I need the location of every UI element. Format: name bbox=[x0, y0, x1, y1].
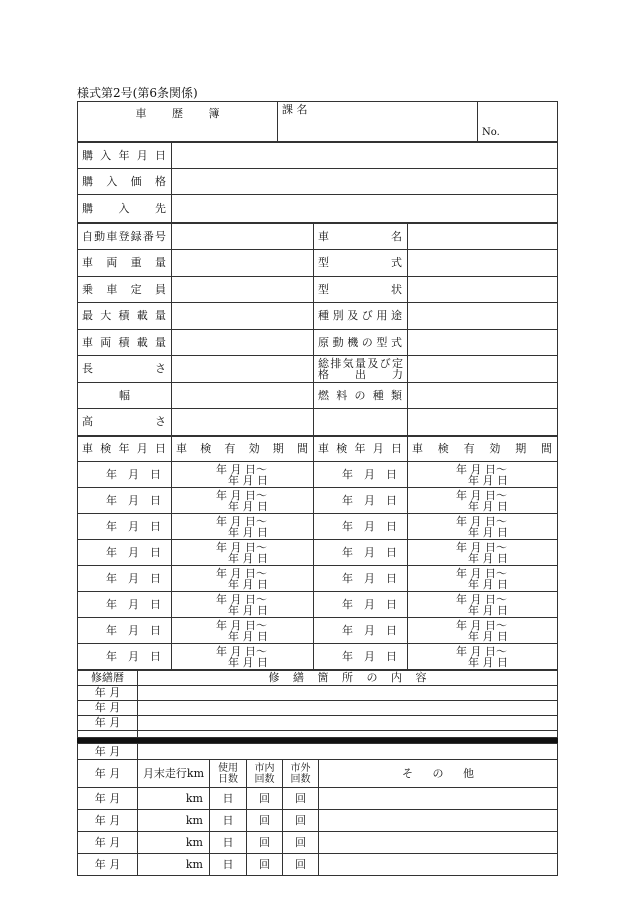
period-end: 年 月 日 bbox=[468, 629, 508, 643]
days-header-line2: 日数 bbox=[218, 773, 238, 785]
spec-label: 車 名 bbox=[314, 224, 408, 250]
inspection-row bbox=[78, 618, 558, 644]
spec-field[interactable] bbox=[408, 356, 558, 383]
inspection-period-cell[interactable] bbox=[172, 514, 314, 540]
inspection-rows bbox=[78, 462, 558, 670]
repair-month-cell bbox=[78, 731, 138, 738]
period-start: 年 月 日〜 bbox=[456, 566, 507, 580]
spec-label-blank bbox=[314, 409, 408, 436]
period-end: 年 月 日 bbox=[468, 499, 508, 513]
repair-month-cell: 年 月 bbox=[78, 701, 138, 716]
period-end: 年 月 日 bbox=[228, 499, 268, 513]
form-title: 車 歴 簿 bbox=[78, 102, 278, 142]
spec-label: 最大積載量 bbox=[78, 303, 172, 330]
repair-history-header: 修繕暦 bbox=[78, 671, 138, 686]
spec-label: 種別及び用途 bbox=[314, 303, 408, 330]
purchase-price-field[interactable] bbox=[172, 169, 558, 195]
inspection-date-cell[interactable]: 年 月 日 bbox=[314, 462, 408, 488]
inspection-row bbox=[78, 462, 558, 488]
distance-cell[interactable]: km bbox=[138, 854, 210, 876]
city-count-cell[interactable]: 回 bbox=[247, 854, 283, 876]
repair-content-field[interactable] bbox=[138, 686, 558, 701]
inspection-period-cell[interactable] bbox=[408, 592, 558, 618]
period-start: 年 月 日〜 bbox=[216, 540, 267, 554]
section-name-label: 課 名 bbox=[282, 103, 308, 116]
usage-table bbox=[77, 743, 558, 876]
usage-row bbox=[78, 788, 558, 810]
form-caption: 様式第2号(第6条関係) bbox=[77, 86, 198, 100]
inspection-period-header: 車 検 有 効 期 間 bbox=[408, 437, 558, 462]
inspection-row bbox=[78, 566, 558, 592]
usage-month-cell: 年 月 bbox=[78, 854, 138, 876]
spec-field[interactable] bbox=[408, 330, 558, 356]
period-end: 年 月 日 bbox=[468, 655, 508, 669]
distance-cell[interactable]: km bbox=[138, 832, 210, 854]
period-start: 年 月 日〜 bbox=[216, 514, 267, 528]
inspection-date-cell[interactable]: 年 月 日 bbox=[78, 566, 172, 592]
inspection-row bbox=[78, 592, 558, 618]
distance-cell[interactable]: km bbox=[138, 788, 210, 810]
repair-row bbox=[78, 716, 558, 731]
spec-field[interactable] bbox=[172, 250, 314, 277]
spec-field[interactable] bbox=[408, 409, 558, 436]
inspection-period-header: 車 検 有 効 期 間 bbox=[172, 437, 314, 462]
other-header: そ の 他 bbox=[319, 760, 558, 788]
other-cell[interactable] bbox=[319, 854, 558, 876]
inspection-row bbox=[78, 488, 558, 514]
period-end: 年 月 日 bbox=[468, 577, 508, 591]
spec-field[interactable] bbox=[172, 303, 314, 330]
period-end: 年 月 日 bbox=[228, 603, 268, 617]
inspection-period-cell[interactable] bbox=[172, 540, 314, 566]
spec-label: 車両重量 bbox=[78, 250, 172, 277]
repair-month-cell: 年 月 bbox=[78, 686, 138, 701]
period-start: 年 月 日〜 bbox=[216, 566, 267, 580]
inspection-period-cell[interactable] bbox=[172, 462, 314, 488]
days-cell[interactable]: 日 bbox=[210, 788, 247, 810]
inspection-date-cell[interactable]: 年 月 日 bbox=[314, 488, 408, 514]
inspection-date-cell[interactable]: 年 月 日 bbox=[78, 618, 172, 644]
inspection-date-cell[interactable]: 年 月 日 bbox=[78, 644, 172, 670]
city-header-line1: 市内 bbox=[254, 762, 275, 774]
usage-month-cell: 年 月 bbox=[78, 744, 138, 760]
usage-month-cell: 年 月 bbox=[78, 760, 138, 788]
spec-table bbox=[77, 223, 558, 436]
period-start: 年 月 日〜 bbox=[216, 462, 267, 476]
number-field[interactable] bbox=[478, 102, 558, 142]
outside-count-cell[interactable]: 回 bbox=[283, 832, 319, 854]
period-end: 年 月 日 bbox=[228, 473, 268, 487]
repair-row bbox=[78, 686, 558, 701]
spec-label: 幅 bbox=[78, 383, 172, 409]
spec-label-line2: 格 出 力 bbox=[318, 368, 403, 381]
inspection-row bbox=[78, 540, 558, 566]
other-cell[interactable] bbox=[319, 832, 558, 854]
inspection-period-cell[interactable] bbox=[408, 514, 558, 540]
number-label: No. bbox=[482, 127, 500, 138]
period-start: 年 月 日〜 bbox=[216, 644, 267, 658]
inspection-period-cell[interactable] bbox=[172, 618, 314, 644]
spec-label: 乗車定員 bbox=[78, 277, 172, 303]
inspection-period-cell[interactable] bbox=[172, 644, 314, 670]
city-count-cell[interactable]: 回 bbox=[247, 832, 283, 854]
inspection-date-cell[interactable]: 年 月 日 bbox=[314, 514, 408, 540]
days-header bbox=[210, 760, 247, 788]
repair-row bbox=[78, 701, 558, 716]
period-start: 年 月 日〜 bbox=[216, 488, 267, 502]
city-header-line2: 回数 bbox=[254, 773, 275, 785]
vehicle-history-form bbox=[77, 101, 558, 876]
inspection-date-cell[interactable]: 年 月 日 bbox=[314, 540, 408, 566]
inspection-period-cell[interactable] bbox=[172, 488, 314, 514]
usage-month-cell: 年 月 bbox=[78, 832, 138, 854]
usage-month-cell: 年 月 bbox=[78, 788, 138, 810]
spec-field[interactable] bbox=[172, 383, 314, 409]
usage-row bbox=[78, 854, 558, 876]
spec-label: 型 状 bbox=[314, 277, 408, 303]
spec-field[interactable] bbox=[172, 356, 314, 383]
other-cell[interactable] bbox=[319, 810, 558, 832]
spec-field[interactable] bbox=[408, 224, 558, 250]
repair-content-field[interactable] bbox=[138, 731, 558, 738]
period-end: 年 月 日 bbox=[468, 525, 508, 539]
outside-header-line2: 回数 bbox=[290, 773, 311, 785]
period-end: 年 月 日 bbox=[228, 629, 268, 643]
inspection-period-cell[interactable] bbox=[408, 566, 558, 592]
spec-label: 長 さ bbox=[78, 356, 172, 383]
usage-row bbox=[78, 832, 558, 854]
spec-label: 原動機の型式 bbox=[314, 330, 408, 356]
spec-field[interactable] bbox=[172, 277, 314, 303]
inspection-row bbox=[78, 514, 558, 540]
city-count-cell[interactable]: 回 bbox=[247, 788, 283, 810]
inspection-period-cell[interactable] bbox=[172, 592, 314, 618]
spec-label: 型 式 bbox=[314, 250, 408, 277]
distance-header: 月末走行km bbox=[138, 760, 210, 788]
days-cell[interactable]: 日 bbox=[210, 854, 247, 876]
days-cell[interactable]: 日 bbox=[210, 832, 247, 854]
section-name-field[interactable] bbox=[278, 102, 478, 142]
outside-count-cell[interactable]: 回 bbox=[283, 854, 319, 876]
spec-label: 高 さ bbox=[78, 409, 172, 436]
distance-cell[interactable]: km bbox=[138, 810, 210, 832]
spec-field[interactable] bbox=[408, 250, 558, 277]
inspection-period-cell[interactable] bbox=[172, 566, 314, 592]
purchase-date-field[interactable] bbox=[172, 143, 558, 169]
inspection-date-cell[interactable]: 年 月 日 bbox=[78, 540, 172, 566]
period-start: 年 月 日〜 bbox=[456, 462, 507, 476]
period-start: 年 月 日〜 bbox=[456, 540, 507, 554]
spec-field[interactable] bbox=[172, 224, 314, 250]
period-start: 年 月 日〜 bbox=[216, 618, 267, 632]
inspection-date-cell[interactable]: 年 月 日 bbox=[78, 514, 172, 540]
spec-field[interactable] bbox=[172, 409, 314, 436]
purchase-price-label: 購入価格 bbox=[78, 169, 172, 195]
header-table bbox=[77, 101, 558, 142]
inspection-date-cell[interactable]: 年 月 日 bbox=[314, 592, 408, 618]
spec-label: 燃料の種類 bbox=[314, 383, 408, 409]
inspection-row bbox=[78, 644, 558, 670]
purchase-from-field[interactable] bbox=[172, 195, 558, 223]
period-end: 年 月 日 bbox=[228, 551, 268, 565]
usage-rows bbox=[78, 788, 558, 876]
outside-count-header bbox=[283, 760, 319, 788]
inspection-date-cell[interactable]: 年 月 日 bbox=[314, 644, 408, 670]
outside-count-cell[interactable]: 回 bbox=[283, 788, 319, 810]
inspection-period-cell[interactable] bbox=[408, 462, 558, 488]
repair-month-cell: 年 月 bbox=[78, 716, 138, 731]
usage-row bbox=[78, 810, 558, 832]
spec-field[interactable] bbox=[408, 383, 558, 409]
inspection-date-cell[interactable]: 年 月 日 bbox=[78, 462, 172, 488]
period-end: 年 月 日 bbox=[468, 603, 508, 617]
inspection-date-header: 車検年月日 bbox=[314, 437, 408, 462]
outside-count-cell[interactable]: 回 bbox=[283, 810, 319, 832]
usage-blank-field[interactable] bbox=[138, 744, 558, 760]
period-end: 年 月 日 bbox=[228, 577, 268, 591]
inspection-period-cell[interactable] bbox=[408, 618, 558, 644]
repair-content-field[interactable] bbox=[138, 716, 558, 731]
period-end: 年 月 日 bbox=[228, 655, 268, 669]
spec-field[interactable] bbox=[408, 277, 558, 303]
repair-content-header: 修 繕 箇 所 の 内 容 bbox=[138, 671, 558, 686]
period-start: 年 月 日〜 bbox=[456, 592, 507, 606]
purchase-from-label: 購 入 先 bbox=[78, 195, 172, 223]
repair-table bbox=[77, 670, 558, 738]
period-end: 年 月 日 bbox=[468, 551, 508, 565]
period-start: 年 月 日〜 bbox=[456, 514, 507, 528]
inspection-date-cell[interactable]: 年 月 日 bbox=[314, 618, 408, 644]
repair-content-field[interactable] bbox=[138, 701, 558, 716]
period-start: 年 月 日〜 bbox=[216, 592, 267, 606]
inspection-date-cell[interactable]: 年 月 日 bbox=[78, 592, 172, 618]
days-header-line1: 使用 bbox=[218, 762, 238, 774]
period-end: 年 月 日 bbox=[468, 473, 508, 487]
city-count-cell[interactable]: 回 bbox=[247, 810, 283, 832]
purchase-table bbox=[77, 142, 558, 223]
period-start: 年 月 日〜 bbox=[456, 644, 507, 658]
spec-label-two-line bbox=[314, 356, 408, 383]
other-cell[interactable] bbox=[319, 788, 558, 810]
outside-header-line1: 市外 bbox=[290, 762, 311, 774]
usage-month-cell: 年 月 bbox=[78, 810, 138, 832]
inspection-date-cell[interactable]: 年 月 日 bbox=[78, 488, 172, 514]
repair-row bbox=[78, 731, 558, 738]
inspection-date-header: 車検年月日 bbox=[78, 437, 172, 462]
period-start: 年 月 日〜 bbox=[456, 618, 507, 632]
inspection-date-cell[interactable]: 年 月 日 bbox=[314, 566, 408, 592]
spec-label-line1: 総排気量及び定 bbox=[318, 357, 403, 370]
inspection-period-cell[interactable] bbox=[408, 644, 558, 670]
repair-rows bbox=[78, 686, 558, 738]
spec-label: 車両積載量 bbox=[78, 330, 172, 356]
inspection-period-cell[interactable] bbox=[408, 540, 558, 566]
inspection-period-cell[interactable] bbox=[408, 488, 558, 514]
spec-label: 自動車登録番号 bbox=[78, 224, 172, 250]
city-count-header bbox=[247, 760, 283, 788]
days-cell[interactable]: 日 bbox=[210, 810, 247, 832]
period-end: 年 月 日 bbox=[228, 525, 268, 539]
inspection-table bbox=[77, 436, 558, 670]
spec-field[interactable] bbox=[172, 330, 314, 356]
spec-field[interactable] bbox=[408, 303, 558, 330]
purchase-date-label: 購入年月日 bbox=[78, 143, 172, 169]
period-start: 年 月 日〜 bbox=[456, 488, 507, 502]
